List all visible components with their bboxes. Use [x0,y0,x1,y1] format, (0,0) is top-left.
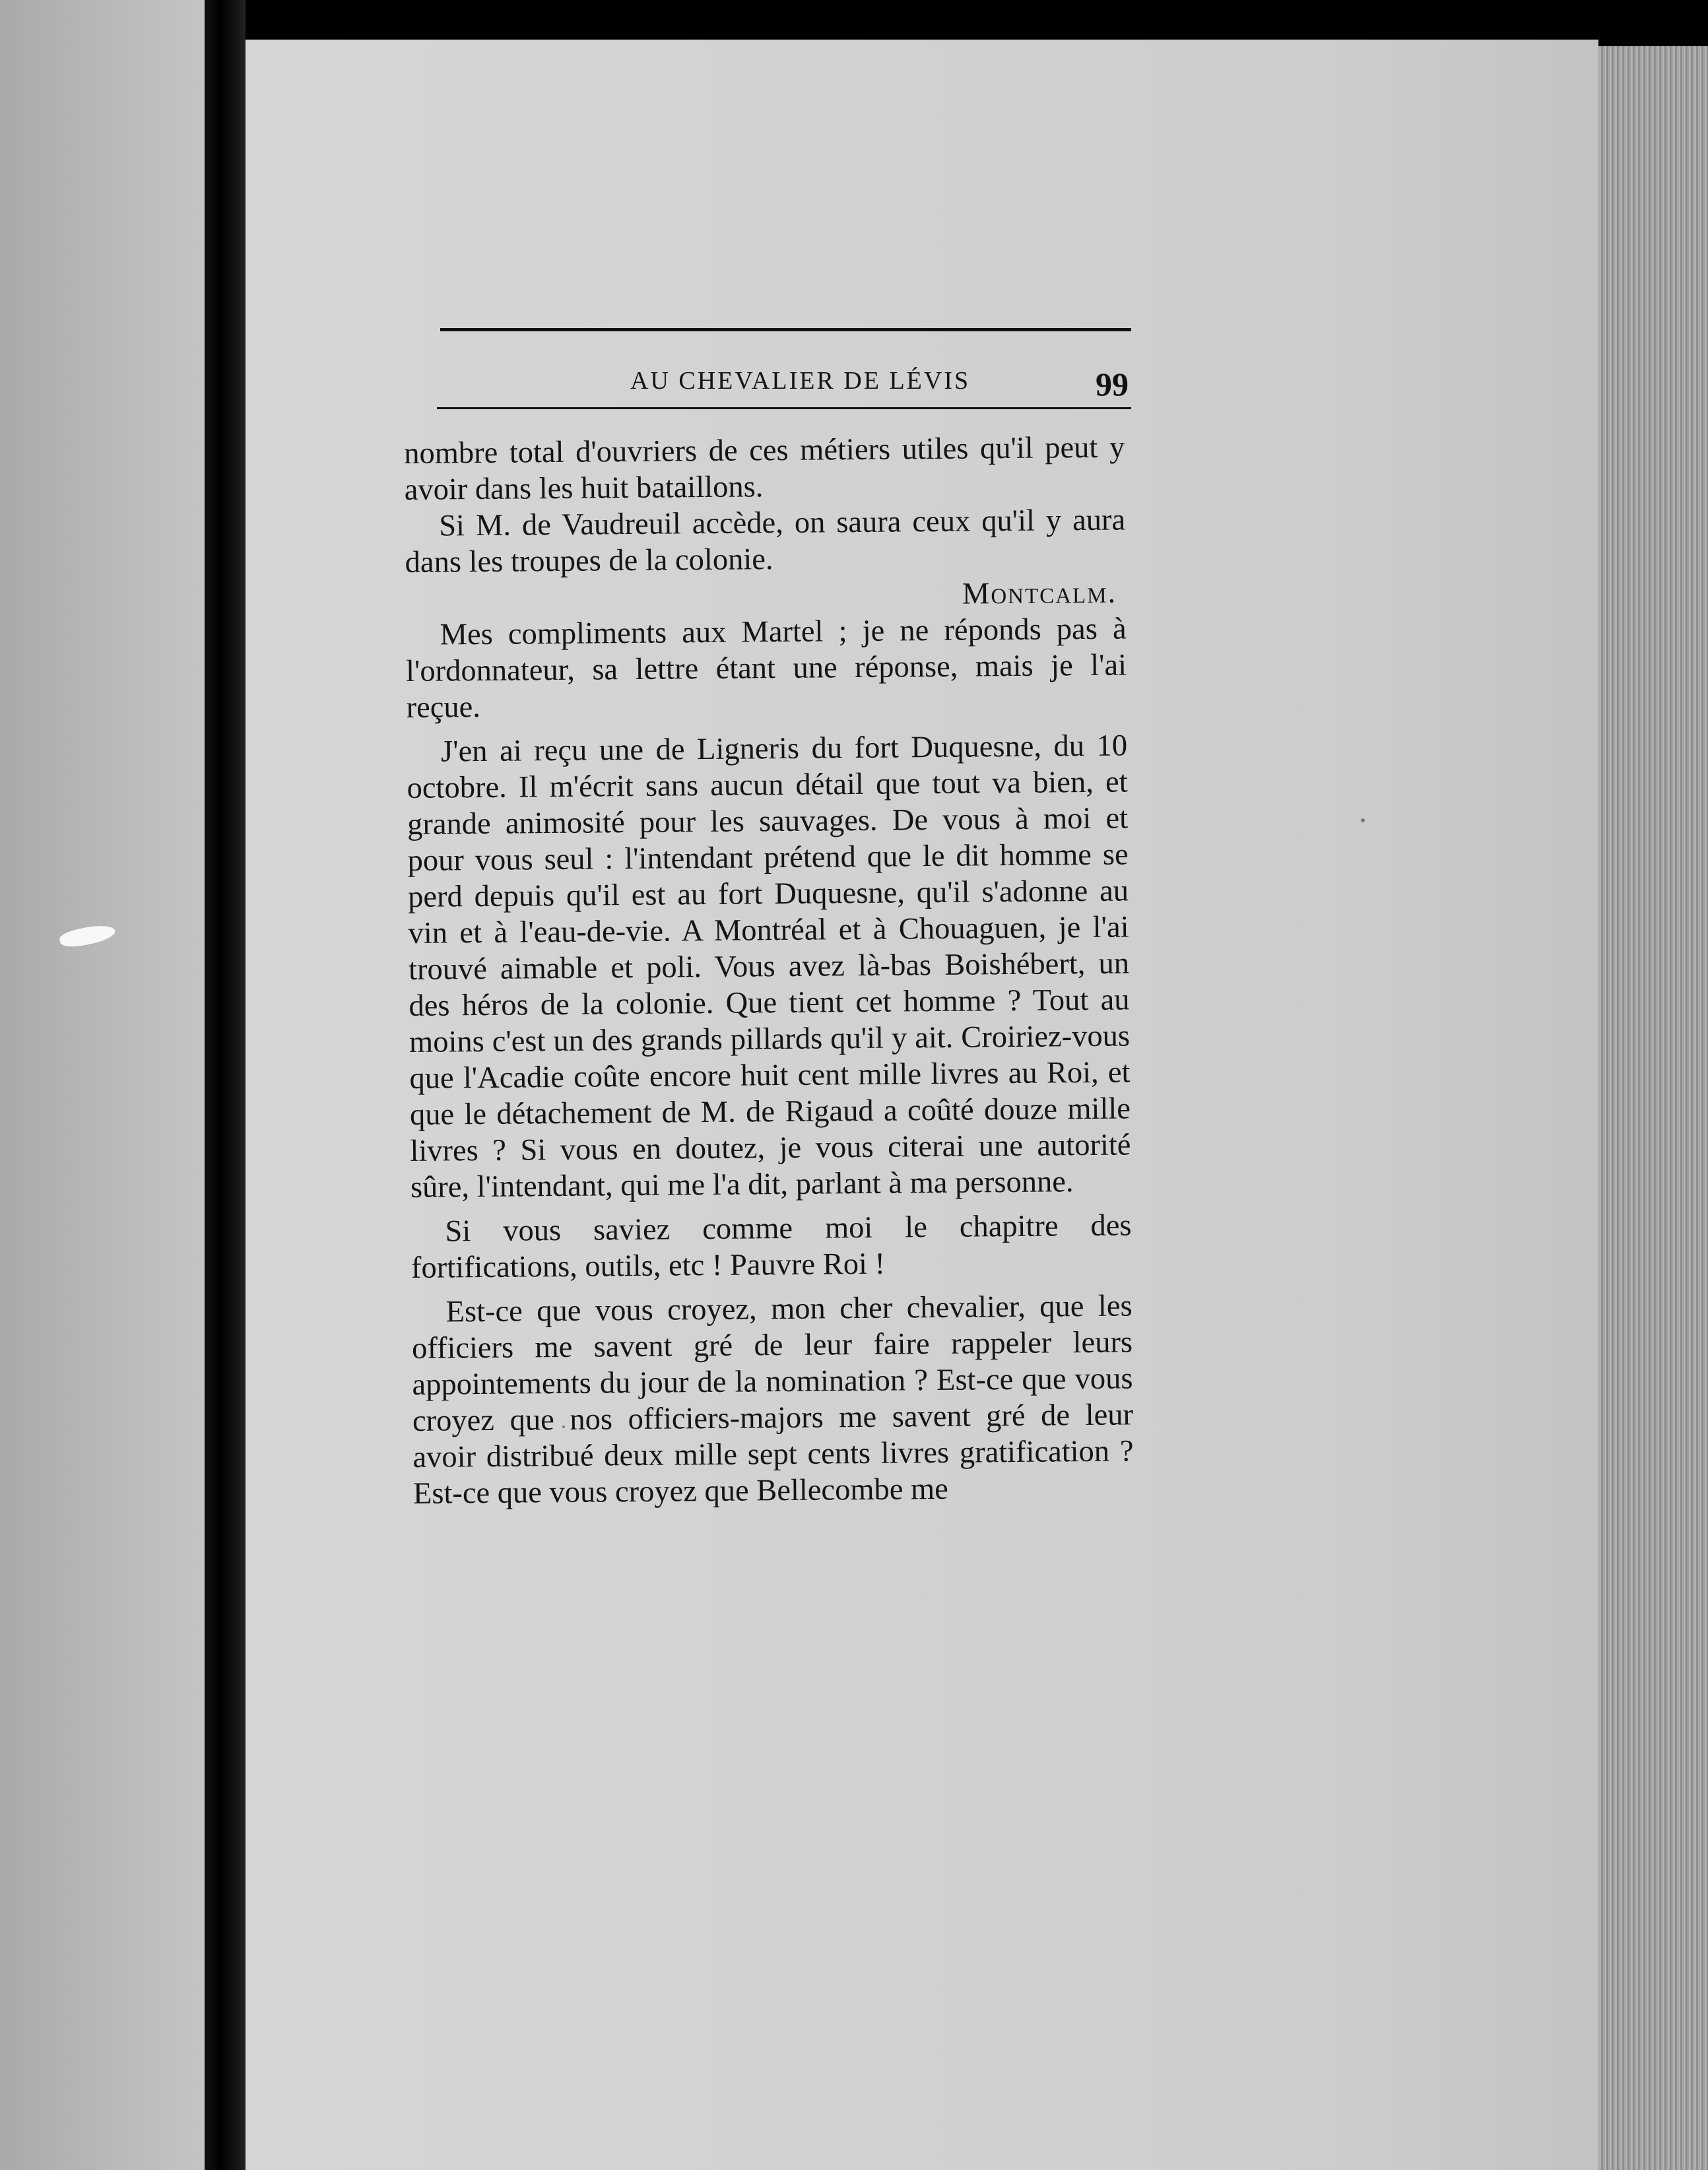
running-head-title: AU CHEVALIER DE LÉVIS [630,367,971,395]
book-gutter [205,0,246,2170]
header-rule-top [440,328,1131,331]
scan-speck [1361,818,1365,822]
facing-page-edge [0,0,205,2170]
paragraph: J'en ai reçu une de Ligneris du fort Duquesne, du 10 octobre. Il m'écrit sans aucun détail que tout va bien, et grande animosité pour les sauvages. De vous à moi et pour vous seul : l'intendant prétend que le dit homme se perd depuis qu'il est au fort Duquesne, qu'il s'adonne au vin et à l'eau-de-vie. A Montréal et à Chouaguen, je l'ai trouvé aimable et poli. Vous avez là-bas Boishébert, un des héros de la colonie. Que tient cet homme ? Tout au moins c'est un des grands pillards qu'il y ait. Croiriez-vous que l'Acadie coûte encore huit cent mille livres au Roi, et que le détachement de M. de Rigaud a coûté douze mille livres ? Si vous en doutez, je vous citerai une autorité sûre, l'intendant, qui me l'a dit, parlant à ma personne. [407,729,1131,1204]
paragraph: Est-ce que vous croyez, mon cher chevalier, que les officiers me savent gré de leur faire rappeler leurs appointements du jour de la nomination ? Est-ce que vous croyez que nos officiers-majors me savent gré de leur avoir distribué deux mille sept cents livres gratification ? Est-ce que vous croyez que Bellecombe me [411,1289,1134,1511]
signature: Montcalm. [962,575,1117,611]
paragraph: nombre total d'ouvriers de ces métiers utiles qu'il peut y avoir dans les huit bataillons. [404,430,1125,507]
letter-body [404,429,1134,1511]
page-block-edges [1598,46,1708,2170]
paragraph: Mes compliments aux Martel ; je ne réponds pas à l'ordonnateur, sa lettre étant une réponse, mais je l'ai reçue. [405,612,1127,725]
paragraph: Si M. de Vaudreuil accède, on saura ceux qu'il y aura dans les troupes de la colonie. [405,503,1126,579]
page-number: 99 [1096,366,1129,403]
header-rule-bottom [437,407,1131,409]
paragraph: Si vous saviez comme moi le chapitre des fortifications, outils, etc ! Pauvre Roi ! [411,1208,1132,1285]
